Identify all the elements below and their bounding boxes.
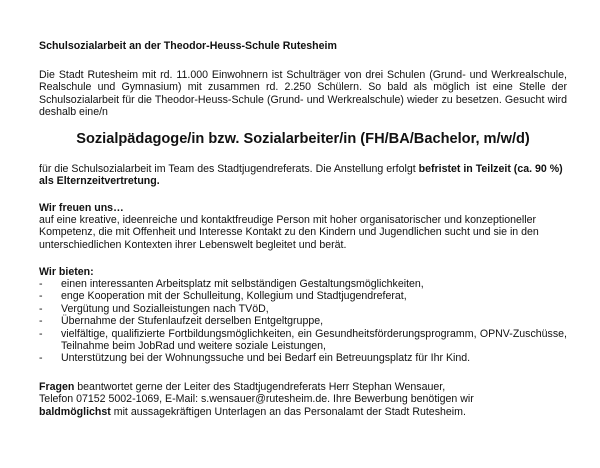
benefit-text: Übernahme der Stufenlaufzeit derselben Entgeltgruppe,	[61, 315, 324, 328]
dash-marker: -	[39, 302, 43, 315]
list-item	[39, 328, 567, 353]
list-item	[39, 352, 567, 364]
contact-text-3: mit aussagekräftigen Unterlagen an das Personalamt der Stadt Rutesheim.	[110, 405, 466, 418]
baldmoeglichst-bold: baldmöglichst	[39, 405, 111, 418]
contact-text-1: beantwortet gerne der Leiter des Stadtjugendreferats Herr Stephan Wensauer,	[74, 381, 446, 393]
dash-marker: -	[39, 278, 43, 290]
dash-marker: -	[39, 327, 43, 340]
dash-marker: -	[39, 290, 43, 303]
job-title: Sozialpädagoge/in bzw. Sozialarbeiter/in (FH/BA/Bachelor, m/w/d)	[76, 131, 530, 147]
benefit-text: einen interessanten Arbeitsplatz mit selbständigen Gestaltungsmöglichkeiten,	[61, 278, 424, 290]
header-title: Schulsozialarbeit an der Theodor-Heuss-Schule Rutesheim	[39, 40, 337, 52]
contact-text-2: Telefon 07152 5002-1069, E-Mail: s.wensauer@rutesheim.de. Ihre Bewerbung benötigen wir	[39, 393, 474, 406]
team-paragraph	[39, 163, 567, 188]
contact-paragraph	[39, 381, 567, 418]
benefit-text: Vergütung und Sozialleistungen nach TVöD,	[61, 302, 269, 315]
benefit-text: enge Kooperation mit der Schulleitung, Kollegium und Stadtjugendreferat,	[61, 290, 407, 303]
list-item	[39, 290, 567, 302]
intro-paragraph: Die Stadt Rutesheim mit rd. 11.000 Einwohnern ist Schulträger von drei Schulen (Grund- und Werkrealschule, Realschule und Gymnasium) mit zusammen rd. 2.250 Schülern. So bald als möglich ist eine Stelle der Schulsozialarbeit für die Theodor-Heuss-Schule (Grund- und Werkrealschule) wieder zu besetzen. Gesucht wird deshalb eine/n	[39, 69, 567, 119]
benefit-text: Unterstützung bei der Wohnungssuche und bei Bedarf ein Betreuungsplatz für Ihr Kind.	[61, 352, 471, 365]
dash-marker: -	[39, 315, 43, 328]
benefits-list	[39, 278, 567, 365]
team-bold-text: befristet in Teilzeit (ca. 90 %) als Elternzeitvertretung.	[39, 163, 563, 188]
team-text: für die Schulsozialarbeit im Team des Stadtjugendreferats. Die Anstellung erfolgt	[39, 163, 419, 175]
list-item	[39, 278, 567, 290]
wir-freuen-heading: Wir freuen uns…	[39, 202, 124, 214]
fragen-bold: Fragen	[39, 381, 75, 393]
wir-bieten-heading: Wir bieten:	[39, 266, 94, 278]
benefit-text: vielfältige, qualifizierte Fortbildungsmöglichkeiten, ein Gesundheitsförderungsprogramm, OPNV-Zuschüsse, Teilnahme beim JobRad und weitere soziale Leistungen,	[61, 327, 567, 353]
wir-freuen-text: auf eine kreative, ideenreiche und kontaktfreudige Person mit hoher organisatorischer und konzeptioneller Kompetenz, die mit Offenheit und Interesse Kontakt zu den Kindern und Jugendlichen sucht und sie in den unterschiedlichen Kontexten ihrer Lebenswelt begleitet und berät.	[39, 214, 539, 251]
dash-marker: -	[39, 352, 43, 365]
list-item	[39, 315, 567, 327]
list-item	[39, 303, 567, 315]
